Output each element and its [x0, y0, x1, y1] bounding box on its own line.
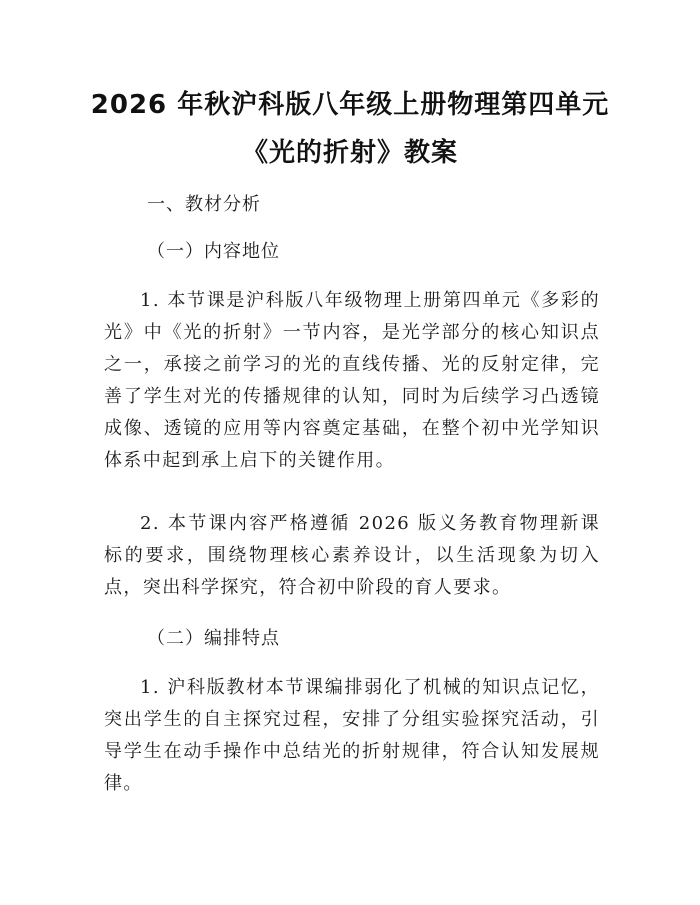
section-heading-textbook-analysis: 一、教材分析: [147, 194, 261, 215]
document-title-line2: 《光的折射》教案: [241, 138, 458, 168]
paragraph-content-position-2: 2. 本节课内容严格遵循 2026 版义务教育物理新课标的要求，围绕物理核心素养设计，以生活现象为切入点，突出科学探究，符合初中阶段的育人要求。: [104, 513, 600, 598]
subsection-heading-content-position: （一）内容地位: [147, 241, 280, 262]
paragraph-arrangement-features-1: 1. 沪科版教材本节课编排弱化了机械的知识点记忆，突出学生的自主探究过程，安排了分组实验探究活动，引导学生在动手操作中总结光的折射规律，符合认知发展规律。: [104, 677, 600, 794]
paragraph-content-position-1: 1. 本节课是沪科版八年级物理上册第四单元《多彩的光》中《光的折射》一节内容，是光学部分的核心知识点之一，承接之前学习的光的直线传播、光的反射定律，完善了学生对光的传播规律的认知，同时为后续学习凸透镜成像、透镜的应用等内容奠定基础，在整个初中光学知识体系中起到承上启下的关键作用。: [104, 290, 600, 471]
subsection-heading-arrangement-features: （二）编排特点: [147, 628, 280, 649]
document-title-line1: 2026 年秋沪科版八年级上册物理第四单元: [90, 90, 610, 120]
